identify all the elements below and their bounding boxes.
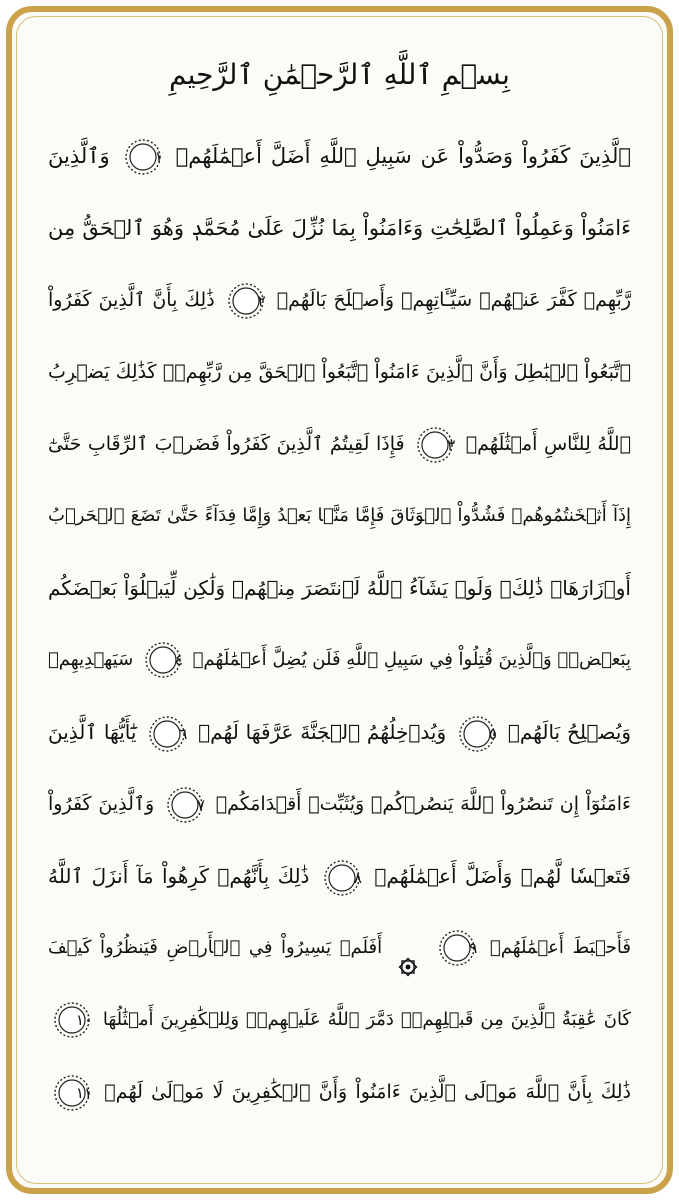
ayah-number: ٤	[174, 651, 183, 669]
verse-text: أَوۡزَارَهَاۚ ذَٰلِكَۖ وَلَوۡ يَشَآءُ ٱللَّهُ لَٱنتَصَرَ مِنۡهُمۡ وَلَٰكِن لِّيَبۡلُوَاْ بَعۡضَكُم	[48, 576, 631, 600]
text-line	[48, 1056, 631, 1128]
verse-text: وَٱلَّذِينَ	[48, 144, 110, 168]
text-line	[48, 480, 631, 552]
ayah-number: ١١	[75, 1083, 92, 1102]
verse-text: بِبَعۡضٖۗ وَٱلَّذِينَ قُتِلُواْ فِي سَبِيلِ ٱللَّهِ فَلَن يُضِلَّ أَعۡمَٰلَهُمۡ	[192, 649, 631, 670]
ayah-number: ٣	[447, 435, 456, 454]
ayah-number: ١	[154, 148, 163, 166]
verse-text: وَيُصۡلِحُ بَالَهُمۡ	[507, 720, 631, 744]
ayah-end-rosette-icon	[415, 425, 455, 465]
text-line	[48, 408, 631, 480]
verse-text: يَٰٓأَيُّهَا ٱلَّذِينَ	[48, 720, 137, 744]
text-line	[48, 984, 631, 1056]
text-line	[48, 336, 631, 408]
text-line	[48, 552, 631, 624]
verse-text: رَّبِّهِمۡ كَفَّرَ عَنۡهُمۡ سَيِّـَٔاتِهِمۡ وَأَصۡلَحَ بَالَهُمۡ	[276, 289, 631, 311]
verse-text: ٱلَّذِينَ كَفَرُواْ وَصَدُّواْ عَن سَبِيلِ ٱللَّهِ أَضَلَّ أَعۡمَٰلَهُمۡ	[175, 144, 631, 168]
verse-text: وَيُدۡخِلُهُمُ ٱلۡجَنَّةَ عَرَّفَهَا لَهُمۡ	[198, 720, 447, 744]
ayah-number: ١٠	[75, 1011, 92, 1029]
verse-text: ذَٰلِكَ بِأَنَّ ٱلَّذِينَ كَفَرُواْ	[48, 289, 215, 311]
ayah-end-rosette-icon	[165, 785, 205, 825]
ayah-number: ٢	[257, 291, 266, 310]
text-line	[48, 696, 631, 768]
ayah-end-rosette-icon	[143, 640, 183, 680]
basmala-header: بِسۡمِ ٱللَّهِ ٱلرَّحۡمَٰنِ ٱلرَّحِيمِ	[169, 58, 510, 91]
text-line	[48, 840, 631, 912]
verse-text: سَيَهۡدِيهِمۡ	[48, 649, 134, 670]
ayah-number: ٥	[488, 724, 497, 743]
verse-text: إِذَآ أَثۡخَنتُمُوهُمۡ فَشُدُّواْ ٱلۡوَثَاقَ فَإِمَّا مَنَّۢا بَعۡدُ وَإِمَّا فِدَآءً حَتَّىٰ تَضَعَ ٱلۡحَرۡبُ	[48, 505, 631, 526]
text-line	[48, 264, 631, 336]
verse-text: ذَٰلِكَ بِأَنَّهُمۡ كَرِهُواْ مَآ أَنزَلَ ٱللَّهُ	[48, 864, 310, 888]
ayah-number: ٩	[469, 939, 478, 957]
verse-text: ذَٰلِكَ بِأَنَّ ٱللَّهَ مَوۡلَى ٱلَّذِينَ ءَامَنُواْ وَأَنَّ ٱلۡكَٰفِرِينَ لَا مَوۡلَىٰ لَهُمۡ	[104, 1081, 631, 1103]
ayah-number: ٦	[179, 724, 188, 743]
text-line	[48, 912, 631, 984]
ayah-end-rosette-icon	[52, 1000, 92, 1040]
verse-text: فَإِذَا لَقِيتُمُ ٱلَّذِينَ كَفَرُواْ فَضَرۡبَ ٱلرِّقَابِ حَتَّىٰٓ	[48, 433, 405, 455]
verse-text: كَانَ عَٰقِبَةُ ٱلَّذِينَ مِن قَبۡلِهِمۡۖ دَمَّرَ ٱللَّهُ عَلَيۡهِمۡۖ وَلِلۡكَٰفِرِينَ أَمۡثَٰلُهَا	[102, 1009, 631, 1030]
ayah-number: ٨	[353, 868, 362, 887]
verse-text: ٱتَّبَعُواْ ٱلۡبَٰطِلَ وَأَنَّ ٱلَّذِينَ ءَامَنُواْ ٱتَّبَعُواْ ٱلۡحَقَّ مِن رَّبِّهِمۡۚ كَذَٰلِكَ يَضۡرِبُ	[48, 361, 631, 383]
verse-text: ءَامَنُواْ وَعَمِلُواْ ٱلصَّٰلِحَٰتِ وَءَامَنُواْ بِمَا نُزِّلَ عَلَىٰ مُحَمَّدٖ وَهُوَ ٱلۡحَقُّ مِن	[48, 216, 631, 240]
ayah-end-rosette-icon	[322, 858, 362, 898]
text-line	[48, 192, 631, 264]
verse-text: أَفَلَمۡ يَسِيرُواْ فِي ٱلۡأَرۡضِ فَيَنظُرُواْ كَيۡفَ	[48, 937, 383, 958]
ayah-end-rosette-icon	[437, 928, 477, 968]
ayah-end-rosette-icon	[123, 137, 163, 177]
quran-page-text	[48, 120, 631, 1128]
verse-text: ءَامَنُوٓاْ إِن تَنصُرُواْ ٱللَّهَ يَنصُرۡكُمۡ وَيُثَبِّتۡ أَقۡدَامَكُمۡ	[215, 793, 631, 815]
verse-text: فَتَعۡسٗا لَّهُمۡ وَأَضَلَّ أَعۡمَٰلَهُمۡ	[374, 864, 631, 888]
ayah-number: ٧	[196, 795, 205, 814]
text-line	[48, 120, 631, 192]
text-line	[48, 624, 631, 696]
ayah-end-rosette-icon	[226, 281, 266, 321]
ayah-end-rosette-icon	[147, 714, 187, 754]
rub-el-hizb-icon	[397, 937, 419, 959]
verse-text: وَٱلَّذِينَ كَفَرُواْ	[48, 793, 155, 815]
ayah-end-rosette-icon	[52, 1073, 92, 1113]
page-frame	[6, 6, 673, 1194]
ayah-end-rosette-icon	[457, 714, 497, 754]
text-line	[48, 768, 631, 840]
verse-text: فَأَحۡبَطَ أَعۡمَٰلَهُمۡ	[489, 937, 631, 958]
verse-text: ٱللَّهُ لِلنَّاسِ أَمۡثَٰلَهُمۡ	[465, 433, 631, 455]
